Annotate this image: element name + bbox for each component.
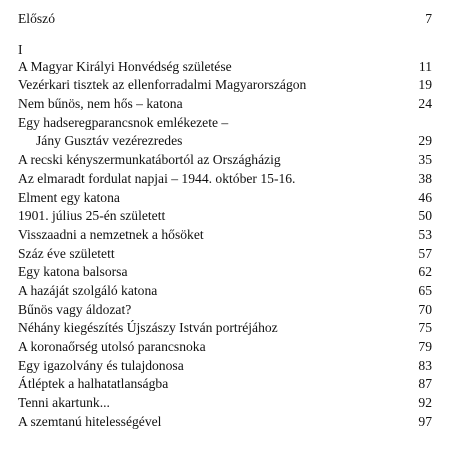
toc-entry-title: Vezérkari tisztek az ellenforradalmi Magyarországon — [18, 77, 307, 93]
toc-entry-page: 35 — [418, 152, 432, 168]
toc-entry-title: Tenni akartunk... — [18, 395, 110, 411]
toc-entry-title: Egy katona balsorsa — [18, 264, 128, 280]
toc-entry-page: 24 — [418, 96, 432, 112]
toc-entry-title: A hazáját szolgáló katona — [18, 282, 158, 298]
toc-entry-page: 65 — [418, 282, 432, 298]
toc-entry-title: A Magyar Királyi Honvédség születése — [18, 58, 232, 74]
toc-entry — [18, 413, 432, 432]
toc-list — [18, 58, 432, 432]
toc-entry-title: Egy hadseregparancsnok emlékezete – — [18, 114, 229, 130]
toc-entry-title: Az elmaradt fordulat napjai – 1944. október 15-16. — [18, 170, 296, 186]
toc-entry-title: Elment egy katona — [18, 189, 120, 205]
toc-entry — [18, 263, 432, 282]
toc-entry — [18, 95, 432, 114]
toc-entry — [18, 394, 432, 413]
toc-entry-title: Előszó — [18, 11, 55, 26]
toc-entry-title: A koronaőrség utolsó parancsnoka — [18, 339, 206, 354]
toc-entry — [18, 132, 432, 151]
toc-entry — [18, 301, 432, 320]
toc-entry-page: 57 — [418, 245, 432, 261]
toc-entry-page: 29 — [418, 133, 432, 149]
toc-entry-title: Bűnös vagy áldozat? — [18, 301, 132, 317]
toc-entry-page: 11 — [418, 58, 432, 74]
toc-entry-page: 62 — [418, 264, 432, 280]
toc-entry-title: Egy igazolvány és tulajdonosa — [18, 357, 184, 373]
toc-entry-title: Átléptek a halhatatlanságba — [18, 376, 169, 392]
toc-entry — [18, 226, 432, 245]
toc-entry — [18, 245, 432, 264]
toc-entry — [18, 114, 432, 133]
toc-entry-preface — [18, 10, 432, 29]
toc-entry-title: Nem bűnös, nem hős – katona — [18, 96, 183, 112]
toc-entry-title: Száz éve született — [18, 245, 115, 261]
table-of-contents — [18, 8, 432, 431]
toc-entry-page: 83 — [418, 357, 432, 373]
toc-entry — [18, 357, 432, 376]
toc-entry — [18, 58, 432, 77]
toc-entry-page: 46 — [418, 189, 432, 205]
toc-entry-page: 87 — [418, 376, 432, 392]
toc-entry-page: 7 — [425, 11, 432, 26]
toc-entry-page: 97 — [418, 413, 432, 429]
toc-entry-title: Jány Gusztáv vezérezredes — [36, 133, 183, 149]
toc-entry-page: 79 — [418, 339, 432, 354]
toc-entry-page: 53 — [418, 226, 432, 242]
toc-entry — [18, 338, 432, 357]
toc-entry — [18, 76, 432, 95]
toc-entry — [18, 189, 432, 208]
part-label: I — [18, 41, 23, 57]
toc-entry-title: A recski kényszermunkatábortól az Országházig — [18, 152, 281, 168]
toc-entry-title: Visszaadni a nemzetnek a hősöket — [18, 226, 204, 242]
toc-entry-page: 75 — [418, 320, 432, 336]
toc-entry — [18, 151, 432, 170]
toc-entry-page: 92 — [418, 395, 432, 411]
toc-entry — [18, 170, 432, 189]
toc-entry — [18, 282, 432, 301]
toc-entry — [18, 375, 432, 394]
toc-entry-page: 38 — [418, 170, 432, 186]
toc-entry — [18, 319, 432, 338]
toc-entry-title: Néhány kiegészítés Újszászy István portréjához — [18, 320, 278, 336]
toc-entry-title: A szemtanú hitelességével — [18, 413, 162, 429]
toc-entry — [18, 207, 432, 226]
toc-entry-page: 50 — [418, 208, 432, 224]
toc-entry-page: 70 — [418, 301, 432, 317]
toc-entry-title: 1901. július 25-én született — [18, 208, 166, 224]
toc-entry-page: 19 — [418, 77, 432, 93]
